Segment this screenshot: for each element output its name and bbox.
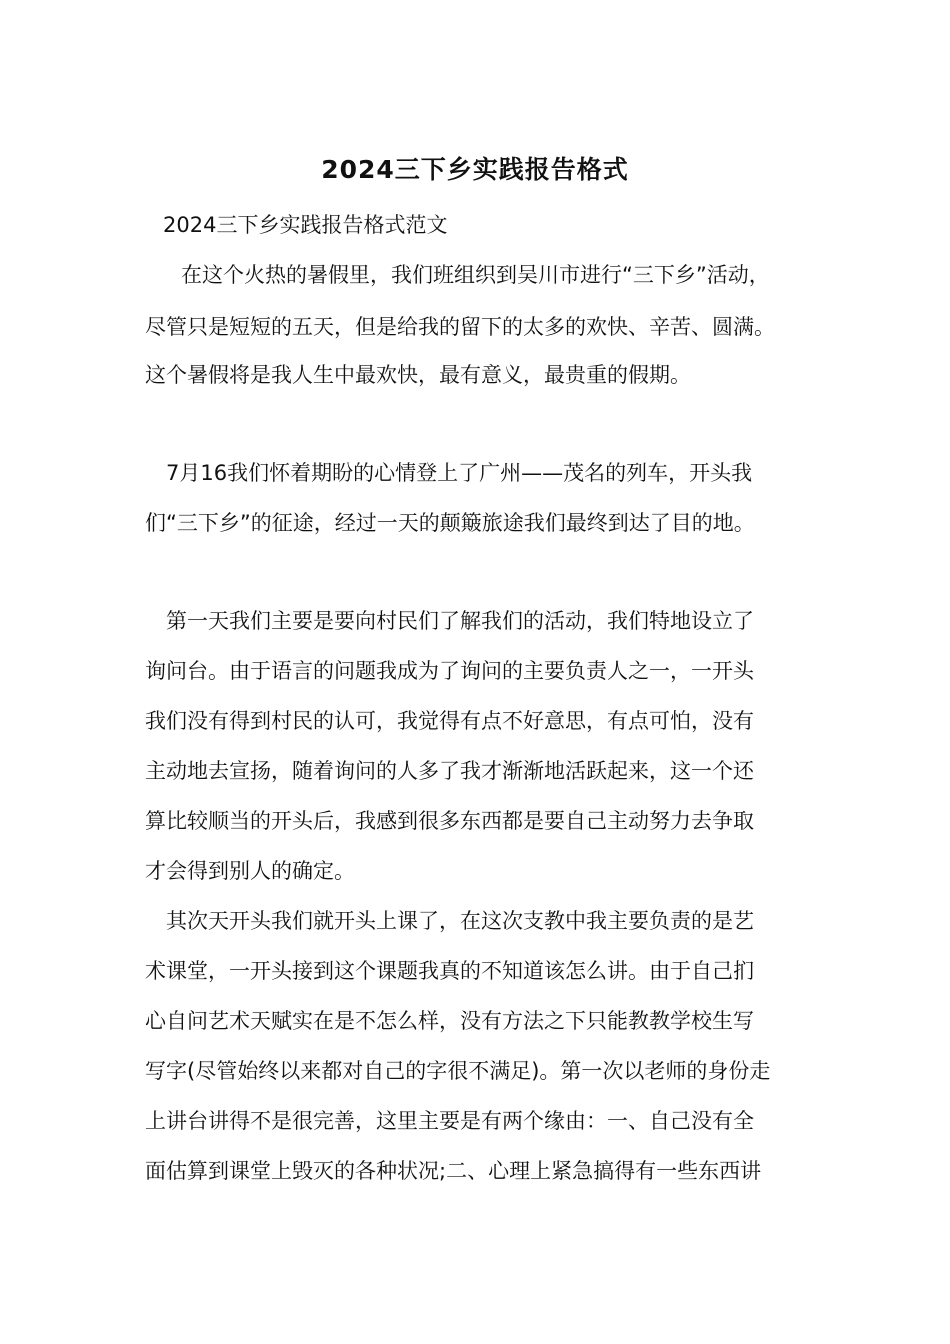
paragraph-line: 算比较顺当的开头后，我感到很多东西都是要自己主动努力去争取: [145, 809, 754, 833]
paragraph-line: 在这个火热的暑假里，我们班组织到吴川市进行“三下乡”活动，: [160, 263, 770, 287]
paragraph-line: 询问台。由于语言的问题我成为了询问的主要负责人之一，一开头: [145, 659, 754, 683]
paragraph-line: 才会得到别人的确定。: [145, 859, 355, 883]
document-title: 2024三下乡实践报告格式: [321, 155, 629, 184]
paragraph-line: 面估算到课堂上毁灭的各种状况;二、心理上紧急搞得有一些东西讲: [145, 1159, 762, 1183]
paragraph-line: 我们没有得到村民的认可，我觉得有点不好意思，有点可怕，没有: [145, 709, 754, 733]
paragraph-line: 上讲台讲得不是很完善，这里主要是有两个缘由：一、自己没有全: [145, 1109, 754, 1133]
paragraph-line: 这个暑假将是我人生中最欢快，最有意义，最贵重的假期。: [145, 363, 691, 387]
paragraph-line: 尽管只是短短的五天，但是给我的留下的太多的欢快、辛苦、圆满。: [145, 315, 775, 339]
paragraph-line: 第一天我们主要是要向村民们了解我们的活动，我们特地设立了: [166, 609, 754, 633]
paragraph-line: 术课堂，一开头接到这个课题我真的不知道该怎么讲。由于自己扪: [145, 959, 754, 983]
paragraph-line: 心自问艺术天赋实在是不怎么样，没有方法之下只能教教学校生写: [145, 1009, 754, 1033]
paragraph-line: 写字(尽管始终以来都对自己的字很不满足)。第一次以老师的身份走: [145, 1059, 771, 1083]
paragraph-line: 7月16我们怀着期盼的心情登上了广州——茂名的列车，开头我: [166, 461, 753, 485]
paragraph-line: 主动地去宣扬，随着询问的人多了我才渐渐地活跃起来，这一个还: [145, 759, 754, 783]
paragraph-line: 们“三下乡”的征途，经过一天的颠簸旅途我们最终到达了目的地。: [145, 511, 755, 535]
paragraph-line: 其次天开头我们就开头上课了，在这次支教中我主要负责的是艺: [166, 909, 754, 933]
document-subtitle: 2024三下乡实践报告格式范文: [163, 213, 448, 237]
